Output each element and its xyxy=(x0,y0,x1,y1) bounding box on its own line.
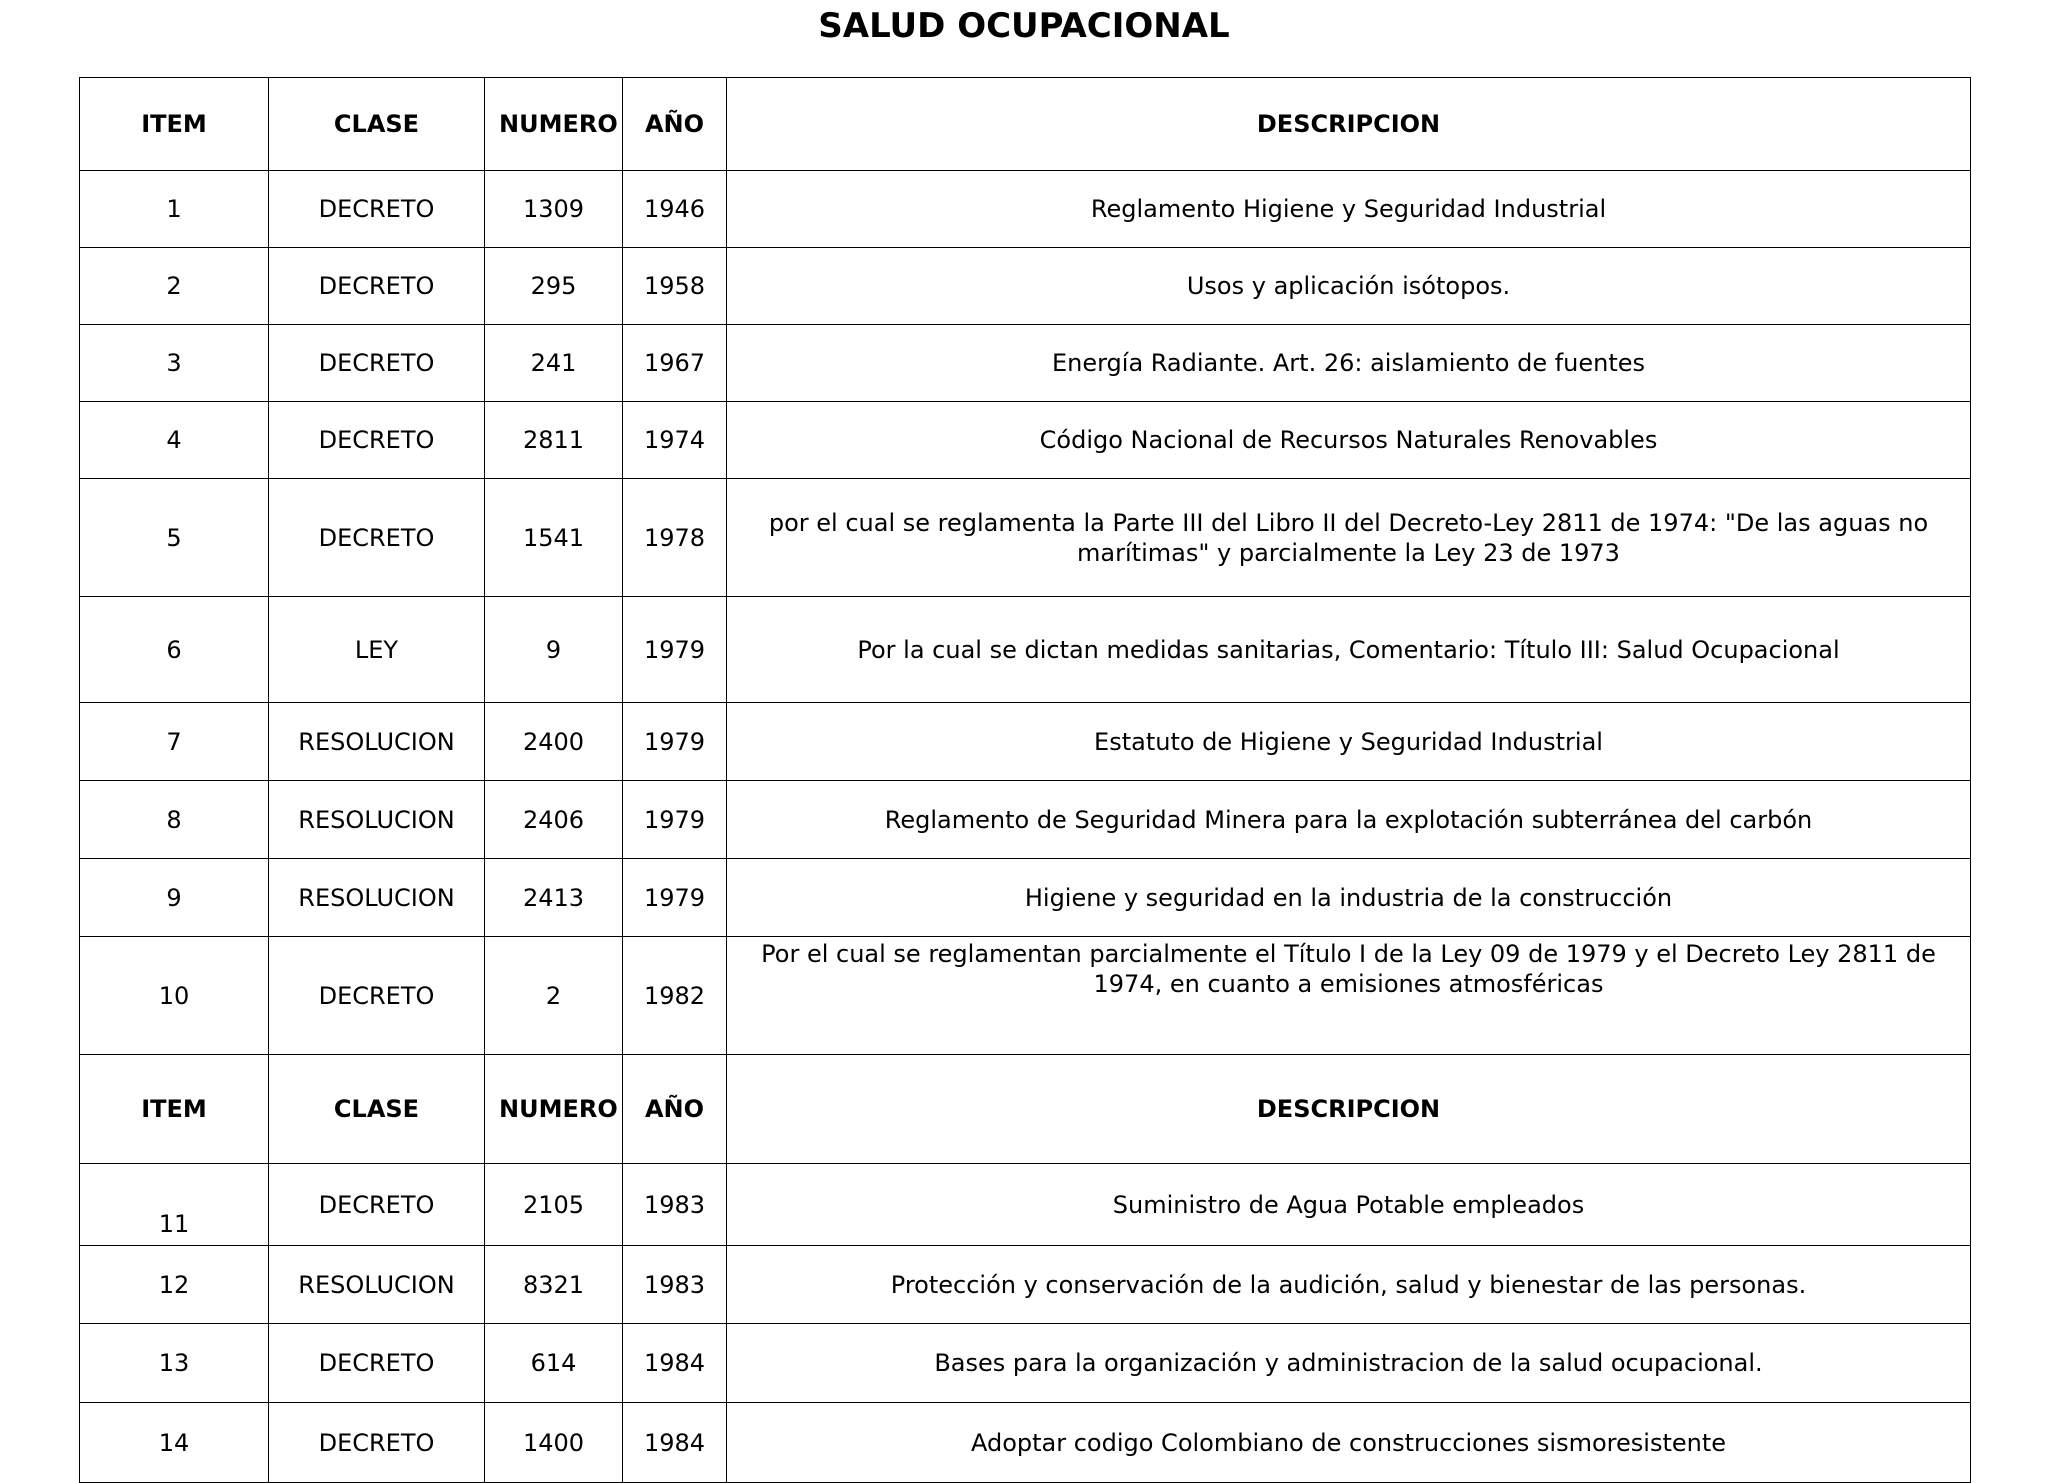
table-row xyxy=(80,781,1971,859)
header-anio: AÑO xyxy=(623,1055,727,1164)
cell-descripcion: Usos y aplicación isótopos. xyxy=(727,248,1971,325)
cell-clase: DECRETO xyxy=(269,402,485,479)
cell-item: 13 xyxy=(80,1324,269,1403)
cell-clase: DECRETO xyxy=(269,1403,485,1483)
table-row xyxy=(80,859,1971,937)
cell-anio: 1974 xyxy=(623,402,727,479)
cell-anio: 1984 xyxy=(623,1324,727,1403)
cell-anio: 1958 xyxy=(623,248,727,325)
table-row xyxy=(80,937,1971,1055)
cell-numero: 2105 xyxy=(485,1164,623,1246)
cell-descripcion: Energía Radiante. Art. 26: aislamiento de fuentes xyxy=(727,325,1971,402)
cell-anio: 1978 xyxy=(623,479,727,597)
cell-anio: 1979 xyxy=(623,597,727,703)
cell-clase: RESOLUCION xyxy=(269,1246,485,1324)
cell-descripcion: Estatuto de Higiene y Seguridad Industrial xyxy=(727,703,1971,781)
header-descripcion: DESCRIPCION xyxy=(727,1055,1971,1164)
cell-clase: DECRETO xyxy=(269,248,485,325)
header-numero: NUMERO xyxy=(485,78,623,171)
cell-descripcion: Bases para la organización y administracion de la salud ocupacional. xyxy=(727,1324,1971,1403)
cell-item: 5 xyxy=(80,479,269,597)
cell-clase: RESOLUCION xyxy=(269,859,485,937)
cell-anio: 1983 xyxy=(623,1164,727,1246)
cell-anio: 1946 xyxy=(623,171,727,248)
cell-numero: 295 xyxy=(485,248,623,325)
cell-descripcion: Reglamento Higiene y Seguridad Industrial xyxy=(727,171,1971,248)
cell-item: 10 xyxy=(80,937,269,1055)
table-row xyxy=(80,479,1971,597)
table-row xyxy=(80,248,1971,325)
cell-clase: DECRETO xyxy=(269,1164,485,1246)
header-descripcion: DESCRIPCION xyxy=(727,78,1971,171)
cell-anio: 1984 xyxy=(623,1403,727,1483)
cell-item: 6 xyxy=(80,597,269,703)
table-row xyxy=(80,597,1971,703)
table-header-row xyxy=(80,1055,1971,1164)
cell-clase: DECRETO xyxy=(269,479,485,597)
cell-descripcion: Suministro de Agua Potable empleados xyxy=(727,1164,1971,1246)
table-row xyxy=(80,325,1971,402)
cell-numero: 2811 xyxy=(485,402,623,479)
cell-numero: 2413 xyxy=(485,859,623,937)
cell-numero: 241 xyxy=(485,325,623,402)
cell-anio: 1979 xyxy=(623,859,727,937)
cell-anio: 1967 xyxy=(623,325,727,402)
cell-clase: DECRETO xyxy=(269,1324,485,1403)
cell-clase: DECRETO xyxy=(269,937,485,1055)
cell-item: 9 xyxy=(80,859,269,937)
cell-item: 4 xyxy=(80,402,269,479)
cell-clase: DECRETO xyxy=(269,171,485,248)
table-row xyxy=(80,171,1971,248)
table-row xyxy=(80,1246,1971,1324)
table-header-row xyxy=(80,78,1971,171)
cell-clase: RESOLUCION xyxy=(269,781,485,859)
cell-anio: 1982 xyxy=(623,937,727,1055)
cell-numero: 1309 xyxy=(485,171,623,248)
cell-descripcion: Adoptar codigo Colombiano de construcciones sismoresistente xyxy=(727,1403,1971,1483)
cell-numero: 2406 xyxy=(485,781,623,859)
cell-item: 8 xyxy=(80,781,269,859)
cell-anio: 1979 xyxy=(623,781,727,859)
cell-numero: 2 xyxy=(485,937,623,1055)
table-row xyxy=(80,402,1971,479)
cell-descripcion: Protección y conservación de la audición, salud y bienestar de las personas. xyxy=(727,1246,1971,1324)
legal-norms-table xyxy=(79,77,1971,1483)
header-item: ITEM xyxy=(80,78,269,171)
header-numero: NUMERO xyxy=(485,1055,623,1164)
cell-anio: 1979 xyxy=(623,703,727,781)
table-row xyxy=(80,1403,1971,1483)
cell-numero: 8321 xyxy=(485,1246,623,1324)
cell-numero: 1400 xyxy=(485,1403,623,1483)
cell-clase: LEY xyxy=(269,597,485,703)
cell-item: 14 xyxy=(80,1403,269,1483)
table-row xyxy=(80,703,1971,781)
header-clase: CLASE xyxy=(269,1055,485,1164)
cell-clase: RESOLUCION xyxy=(269,703,485,781)
cell-numero: 2400 xyxy=(485,703,623,781)
cell-descripcion: Por el cual se reglamentan parcialmente el Título I de la Ley 09 de 1979 y el Decreto Ley 2811 de 1974, en cuanto a emisiones atmosféricas xyxy=(727,937,1971,1055)
cell-item: 12 xyxy=(80,1246,269,1324)
header-item: ITEM xyxy=(80,1055,269,1164)
cell-clase: DECRETO xyxy=(269,325,485,402)
cell-item: 2 xyxy=(80,248,269,325)
table-row xyxy=(80,1324,1971,1403)
cell-descripcion: por el cual se reglamenta la Parte III del Libro II del Decreto-Ley 2811 de 1974: "De las aguas no marítimas" y parcialmente la Ley 23 de 1973 xyxy=(727,479,1971,597)
header-clase: CLASE xyxy=(269,78,485,171)
cell-numero: 1541 xyxy=(485,479,623,597)
page-title: SALUD OCUPACIONAL xyxy=(818,6,1230,46)
cell-item: 11 xyxy=(80,1164,269,1246)
cell-item: 7 xyxy=(80,703,269,781)
header-anio: AÑO xyxy=(623,78,727,171)
cell-descripcion: Higiene y seguridad en la industria de la construcción xyxy=(727,859,1971,937)
cell-descripcion: Código Nacional de Recursos Naturales Renovables xyxy=(727,402,1971,479)
table-row xyxy=(80,1164,1971,1246)
cell-numero: 614 xyxy=(485,1324,623,1403)
cell-descripcion: Por la cual se dictan medidas sanitarias, Comentario: Título III: Salud Ocupacional xyxy=(727,597,1971,703)
cell-item: 1 xyxy=(80,171,269,248)
cell-anio: 1983 xyxy=(623,1246,727,1324)
cell-descripcion: Reglamento de Seguridad Minera para la explotación subterránea del carbón xyxy=(727,781,1971,859)
cell-item: 3 xyxy=(80,325,269,402)
cell-numero: 9 xyxy=(485,597,623,703)
